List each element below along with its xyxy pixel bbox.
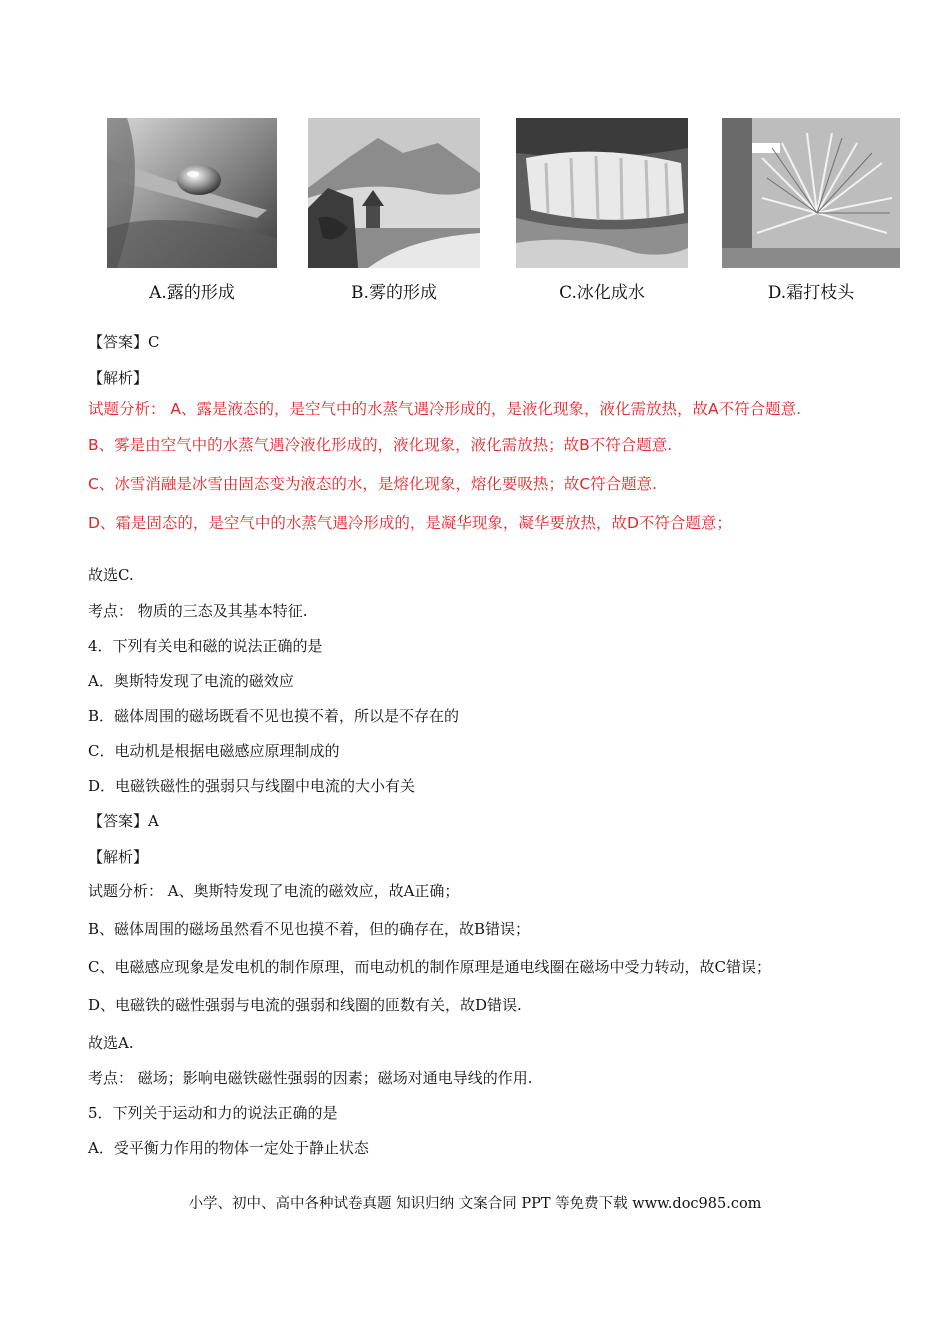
page-footer: 小学、初中、高中各种试卷真题 知识归纳 文案合同 PPT 等免费下载 www.doc985.com (188, 1196, 762, 1212)
q4-option: D．电磁铁磁性的强弱只与线圈中电流的大小有关 (88, 777, 416, 795)
q4-answer: 【答案】A (88, 812, 159, 830)
q4-analysis-line: 试题分析： A、奥斯特发现了电流的磁效应，故A正确； (88, 882, 460, 900)
fog-photo (308, 118, 480, 268)
q4-option: A．奥斯特发现了电流的磁效应 (88, 672, 294, 690)
figure-caption: D.霜打枝头 (767, 283, 855, 303)
q5-question: 5．下列关于运动和力的说法正确的是 (88, 1104, 338, 1122)
q5-option: A．受平衡力作用的物体一定处于静止状态 (88, 1139, 369, 1157)
q3-analysis-label: 【解析】 (88, 369, 149, 387)
q3-analysis-line: C、冰雪消融是冰雪由固态变为液态的水，是熔化现象，熔化要吸热；故C符合题意. (88, 475, 658, 493)
figure-dew (107, 118, 277, 303)
q4-option: B．磁体周围的磁场既看不见也摸不着，所以是不存在的 (88, 707, 460, 725)
figure-fog (308, 118, 480, 303)
dew-photo (107, 118, 277, 268)
q3-analysis-line: 试题分析： A、露是液态的，是空气中的水蒸气遇冷形成的，是液化现象，液化需放热，故A不符合题意. (88, 400, 802, 418)
ice-melt-photo (516, 118, 688, 268)
figure-caption: C.冰化成水 (559, 283, 645, 303)
q4-analysis-label: 【解析】 (88, 848, 149, 866)
q3-answer: 【答案】C (88, 333, 160, 351)
q3-point: 考点： 物质的三态及其基本特征. (88, 602, 308, 620)
q4-analysis-line: D、电磁铁的磁性强弱与电流的强弱和线圈的匝数有关，故D错误. (88, 996, 522, 1014)
q4-question: 4．下列有关电和磁的说法正确的是 (88, 637, 323, 655)
figure-row (105, 118, 905, 308)
q4-option: C．电动机是根据电磁感应原理制成的 (88, 742, 340, 760)
q3-analysis-line: D、霜是固态的，是空气中的水蒸气遇冷形成的，是凝华现象，凝华要放热，故D不符合题意； (88, 514, 732, 532)
q4-point: 考点： 磁场；影响电磁铁磁性强弱的因素；磁场对通电导线的作用. (88, 1069, 533, 1087)
q3-choice: 故选C. (88, 566, 134, 584)
figure-frost (722, 118, 900, 303)
frost-photo (722, 118, 900, 268)
figure-ice-melt (516, 118, 688, 303)
figure-caption: A.露的形成 (149, 283, 235, 303)
q3-analysis-line: B、雾是由空气中的水蒸气遇冷液化形成的，液化现象，液化需放热；故B不符合题意. (88, 436, 673, 454)
q4-choice: 故选A. (88, 1034, 134, 1052)
q4-analysis-line: C、电磁感应现象是发电机的制作原理，而电动机的制作原理是通电线圈在磁场中受力转动，故C错误； (88, 958, 771, 976)
q4-analysis-line: B、磁体周围的磁场虽然看不见也摸不着，但的确存在，故B错误； (88, 920, 531, 938)
figure-caption: B.雾的形成 (351, 283, 437, 303)
